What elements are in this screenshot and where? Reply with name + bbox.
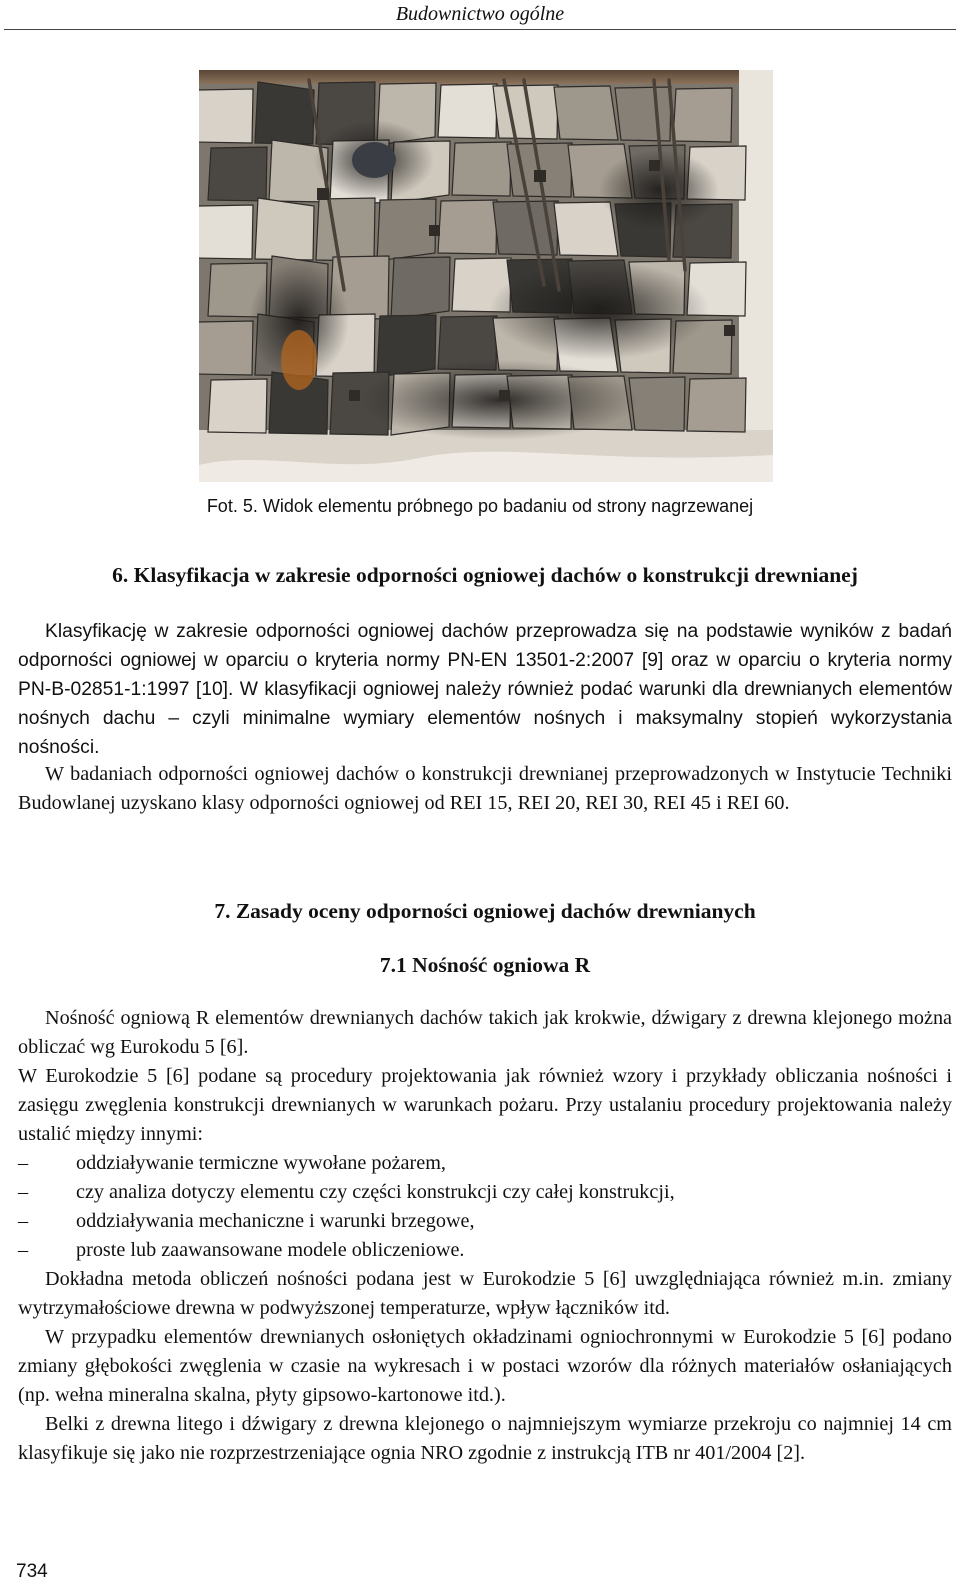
list-dash: – (18, 1210, 29, 1232)
burnt-tile (615, 87, 671, 141)
section-6-heading: 6. Klasyfikacja w zakresie odporności ogniowej dachów o konstrukcji drewnianej (112, 563, 858, 587)
burnt-tile (687, 378, 746, 432)
list-item-text: proste lub zaawansowane modele obliczeniowe. (76, 1239, 465, 1261)
list-item (18, 1207, 952, 1236)
burnt-tile (438, 84, 497, 138)
burnt-tile (452, 142, 511, 196)
list-item-text: oddziaływania mechaniczne i warunki brzegowe, (76, 1210, 475, 1232)
burnt-tile (199, 205, 253, 259)
list-dash: – (18, 1152, 29, 1174)
figure-photo (199, 70, 773, 482)
paragraph: W przypadku elementów drewnianych osłoniętych okładzinami ogniochronnymi w Eurokodzie 5 [6] podano zmiany głębokości zwęglenia w czasie na wykresach i w postaci wzorów dla różnych materiałów osłaniających (np. wełna mineralna skalna, płyty gipsowo-kartonowe itd.). (18, 1326, 952, 1406)
paragraph: Dokładna metoda obliczeń nośności podana jest w Eurokodzie 5 [6] uwzględniająca również m.in. zmiany wytrzymałościowe drewna w podwyższonej temperaturze, wpływ łączników itd. (18, 1268, 952, 1319)
burnt-tile (255, 82, 314, 144)
burnt-tile (199, 89, 253, 143)
burnt-tile (554, 86, 618, 140)
section-7-heading: 7. Zasady oceny odporności ogniowej dachów drewnianych (214, 899, 756, 923)
burnt-tile (208, 147, 267, 201)
burnt-tile (199, 321, 253, 375)
burnt-tile (438, 200, 497, 254)
paragraph: W Eurokodzie 5 [6] podane są procedury projektowania jak również wzory i przykłady obliczania nośności i zasięgu zwęglenia konstrukcji drewnianych w warunkach pożaru. Przy ustalaniu procedury projektowania należy ustalić między innymi: (18, 1065, 952, 1145)
burnt-tile (316, 198, 375, 261)
running-header: Budownictwo ogólne (395, 3, 565, 25)
paragraph: Klasyfikację w zakresie odporności ogniowej dachów przeprowadza się na podstawie wyników z badań odporności ogniowej w oparciu o kryteria normy PN-EN 13501-2:2007 [9] oraz w oparciu o kryteria normy PN-B-02851-1:1997 [10]. W klasyfikacji ogniowej należy również podać warunki dla drewnianych elementów nośnych dachu – czyli minimalne wymiary elementów nośnych i maksymalny stopień wykorzystania nośności. (18, 621, 952, 758)
section-7-1-heading: 7.1 Nośność ogniowa R (379, 953, 591, 977)
burnt-tile (208, 379, 267, 433)
list-dash: – (18, 1181, 29, 1203)
list-dash: – (18, 1239, 29, 1261)
paragraph: W badaniach odporności ogniowej dachów o konstrukcji drewnianej przeprowadzonych w Instytucie Techniki Budowlanej uzyskano klasy odporności ogniowej od REI 15, REI 20, REI 30, REI 45 i REI 60. (18, 763, 952, 814)
section-7-1-body (18, 1004, 952, 1468)
burnt-panel-illustration (199, 70, 773, 482)
burnt-tile (391, 257, 450, 319)
paragraph: Belki z drewna litego i dźwigary z drewna klejonego o najmniejszym wymiarze przekroju co najmniej 14 cm klasyfikuje się jako nie rozprzestrzeniające ognia NRO zgodnie z instrukcją ITB nr 401/2004 [2]. (18, 1413, 952, 1464)
list-item (18, 1178, 952, 1207)
burnt-tile (255, 198, 314, 260)
burnt-tile (673, 88, 732, 142)
figure-caption: Fot. 5. Widok elementu próbnego po badaniu od strony nagrzewanej (206, 496, 754, 516)
list-item-text: oddziaływanie termiczne wywołane pożarem, (76, 1152, 446, 1174)
requirements-list (18, 1149, 952, 1265)
list-item (18, 1149, 952, 1178)
list-item-text: czy analiza dotyczy elementu czy części konstrukcji czy całej konstrukcji, (76, 1181, 675, 1203)
burnt-tile (377, 199, 436, 261)
paragraph: Nośność ogniową R elementów drewnianych dachów takich jak krokwie, dźwigary z drewna klejonego można obliczać wg Eurokodu 5 [6]. (18, 1007, 952, 1058)
page-number: 734 (16, 1561, 48, 1582)
section-6-body (18, 617, 952, 762)
section-6-body-2 (18, 760, 952, 818)
list-item (18, 1236, 952, 1265)
header-rule (4, 29, 956, 30)
